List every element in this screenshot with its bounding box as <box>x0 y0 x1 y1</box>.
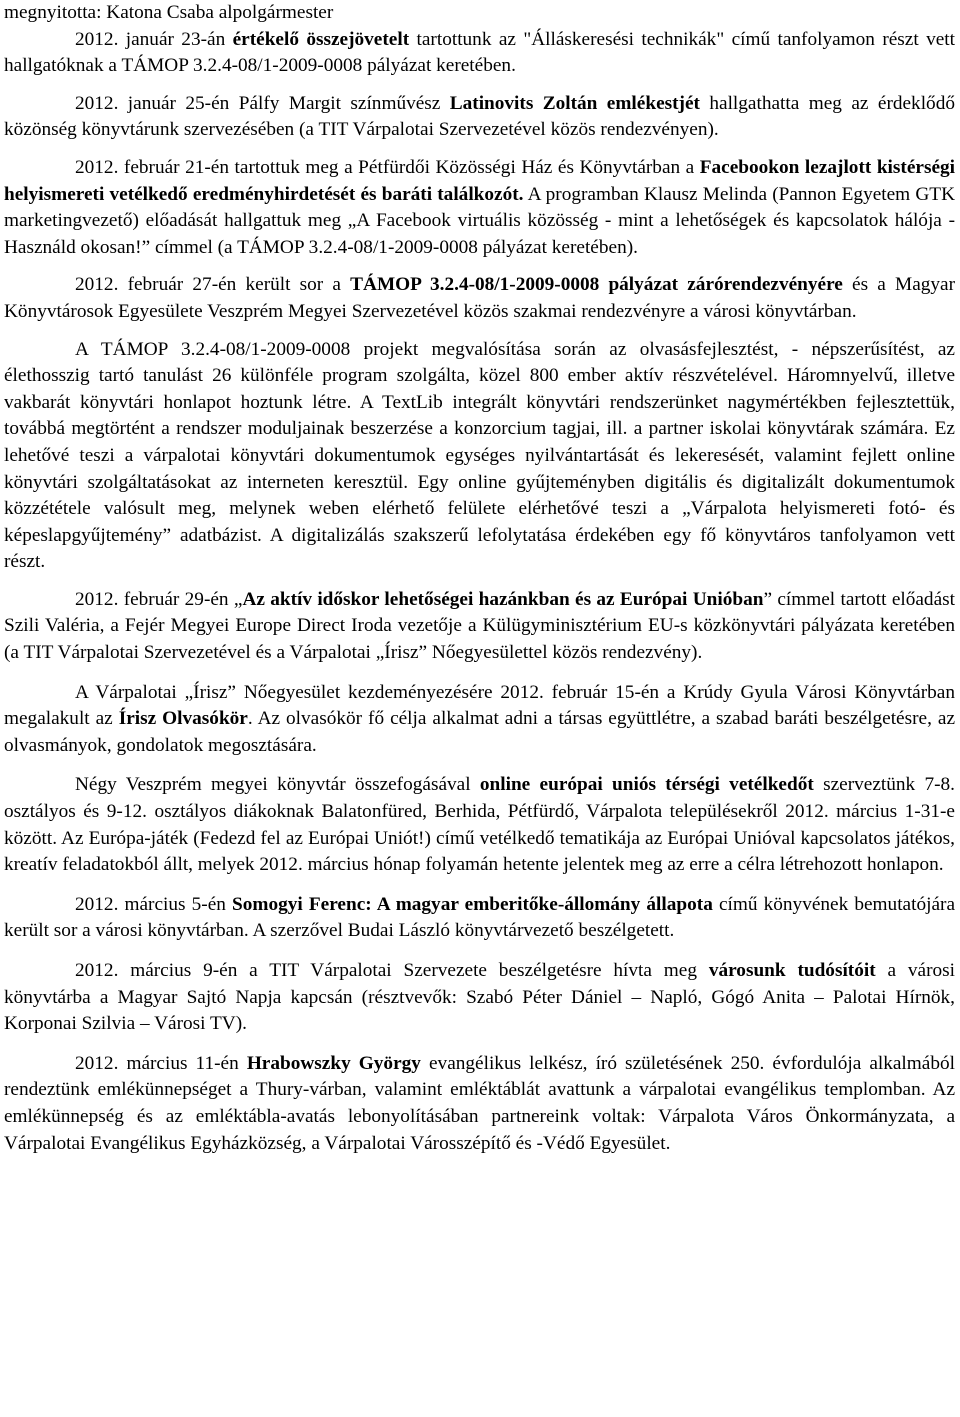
text-run: hallgathatta meg az érdeklődő közönség könyvtárunk szervezésében (a TIT Várpalotai Szervezetével közös rendezvényen). <box>4 92 955 141</box>
text-run: 2012. február 29-én „ <box>75 588 243 610</box>
paragraph-hrabowszky-memorial <box>4 1051 955 1157</box>
paragraph-book-presentation <box>4 892 955 945</box>
bold-text-run: értékelő összejövetelt <box>232 28 410 50</box>
bold-text-run: online európai uniós térségi vetélkedőt <box>479 774 814 796</box>
paragraph-tamop-closing <box>4 272 955 325</box>
text-run: 2012. január 25-én Pálfy Margit színművész <box>75 92 450 114</box>
text-run: című könyvének bemutatójára került sor a városi könyvtárban. A szerzővel Budai László könyvtárvezető beszélgetett. <box>4 893 955 942</box>
bold-text-run: Latinovits Zoltán emlékestjét <box>449 92 700 114</box>
paragraph-tamop-project <box>4 337 955 576</box>
text-run: 2012. március 11-én <box>75 1052 247 1074</box>
text-run: A TÁMOP 3.2.4-08/1-2009-0008 projekt megvalósítása során az olvasásfejlesztést, - népszerűsítést, az élethosszig tartó tanulást 26 különféle program szolgálta, közel 800 ember aktív részvételével. Háromnyelvű, illetve vakbarát könyvtári honlapot hoztunk létre. A TextLib integrált könyvtári rendszerünket nagymértékben fejlesztettük, továbbá megtörtént a rendszer moduljainak beszerzése a konzorcium tagjai, ill. a partner iskolai könyvtárak számára. Ez lehetővé teszi a várpalotai könyvtári dokumentumok egységes nyilvántartását és lekeresését, valamint fejlett online könyvtári szolgáltatásokat az interneten keresztül. Egy online gyűjteményben digitális és digitalizált dokumentumok közzététele valósult meg, melynek weben elérhető felülete elérhetővé teszi a „Várpalota helyismereti fotó- és képeslapgyűjtemény” adatbázist. A digitalizálás szakszerű lefolytatása érdekében egy fő könyvtáros tanfolyamon vett részt. <box>4 338 955 573</box>
bold-text-run: Az aktív időskor lehetőségei hazánkban és az Európai Unióban <box>242 588 764 610</box>
text-run: Négy Veszprém megyei könyvtár összefogásával <box>75 774 480 796</box>
bold-text-run: Írisz Olvasókör <box>118 708 248 730</box>
text-run: ” címmel tartott előadást Szili Valéria, a Fejér Megyei Europe Direct Iroda vezetője a Külügyminisztérium EU-s közkönyvtári pályázata keretében (a TIT Várpalotai Szervezetével és a Várpalotai „Írisz” Nőegyesülettel közös rendezvény). <box>4 588 955 664</box>
text-run: . Az olvasókör fő célja alkalmat adni a társas együttlétre, a szabad baráti beszélgetésre, az olvasmányok, gondolatok megosztására. <box>4 708 956 756</box>
paragraph-latinovits-evening <box>4 91 955 144</box>
text-run: A programban Klausz Melinda (Pannon Egyetem GTK marketingvezető) előadását hallgattuk meg „A Facebook virtuális közösség - mint a lehetőségek és kapcsolatok hálója - Használd okosan!” címmel (a TÁMOP 3.2.4-08/1-2009-0008 pályázat keretében). <box>4 183 955 258</box>
paragraph-opening <box>4 0 955 27</box>
bold-text-run: Hrabowszky György <box>246 1052 421 1074</box>
bold-text-run: Somogyi Ferenc: A magyar emberitőke-állomány állapota <box>232 893 713 915</box>
text-run: a városi könyvtárba a Magyar Sajtó Napja kapcsán (résztvevők: Szabó Péter Dániel – Napló, Gógó Anita – Palotai Hírnök, Korponai Szilvia – Városi TV). <box>4 960 955 1035</box>
text-run: szerveztünk 7-8. osztályos és 9-12. osztályos diákoknak Balatonfüred, Berhida, Pétfürdő, Várpalota településekről 2012. március 1-31-e között. Az Európa-játék (Fedezd fel az Európai Uniót!) című vetélkedő tematikája az Európai Unióval kapcsolatos játékos, kreatív feladatokból állt, melyek 2012. március hónap folyamán hetente jelentek meg az erre a célra létrehozott honlapon. <box>4 774 955 876</box>
paragraph-facebook-quiz <box>4 155 955 261</box>
text-run: 2012. március 5-én <box>75 893 233 915</box>
text-run: tartottunk az "Álláskeresési technikák" című tanfolyamon részt vett hallgatóknak a TÁMOP 3.2.4-08/1-2009-0008 pályázat keretében. <box>4 28 956 77</box>
text-run: 2012. január 23-án <box>75 28 233 50</box>
paragraph-active-aging-lecture <box>4 587 955 667</box>
paragraph-press-day <box>4 958 955 1038</box>
text-run: 2012. március 9-én a TIT Várpalotai Szervezete beszélgetésre hívta meg <box>75 960 709 981</box>
text-run: A Várpalotai „Írisz” Nőegyesület kezdeményezésére 2012. február 15-én a Krúdy Gyula Városi Könyvtárban megalakult az <box>4 681 955 730</box>
paragraph-irisz-reading-circle <box>4 680 955 760</box>
paragraph-evaluation-meeting <box>4 27 955 80</box>
text-run: 2012. február 27-én került sor a <box>75 274 351 296</box>
text-run: és a Magyar Könyvtárosok Egyesülete Veszprém Megyei Szervezetével közös szakmai rendezvényre a városi könyvtárban. <box>4 274 956 322</box>
bold-text-run: Facebookon lezajlott kistérségi helyismereti vetélkedő eredményhirdetését és baráti találkozót. <box>4 156 955 205</box>
text-run: megnyitotta: Katona Csaba alpolgármester <box>4 2 334 23</box>
text-run: evangélikus lelkész, író születésének 250. évfordulója alkalmából rendeztünk emlékünnepséget a Thury-várban, valamint emléktáblát avattunk a várpalotai evangélikus templomban. Az emlékünnepség és az emléktábla-avatás lebonyolításában partnereink voltak: Várpalota Város Önkormányzata, a Várpalotai Evangélikus Egyházközség, a Várpalotai Városszépítő és -Védő Egyesület. <box>4 1052 955 1154</box>
bold-text-run: városunk tudósítóit <box>708 960 876 981</box>
bold-text-run: TÁMOP 3.2.4-08/1-2009-0008 pályázat zárórendezvényére <box>350 274 843 296</box>
paragraph-eu-online-quiz <box>4 772 955 878</box>
text-run: 2012. február 21-én tartottuk meg a Pétfürdői Közösségi Ház és Könyvtárban a <box>75 156 700 178</box>
